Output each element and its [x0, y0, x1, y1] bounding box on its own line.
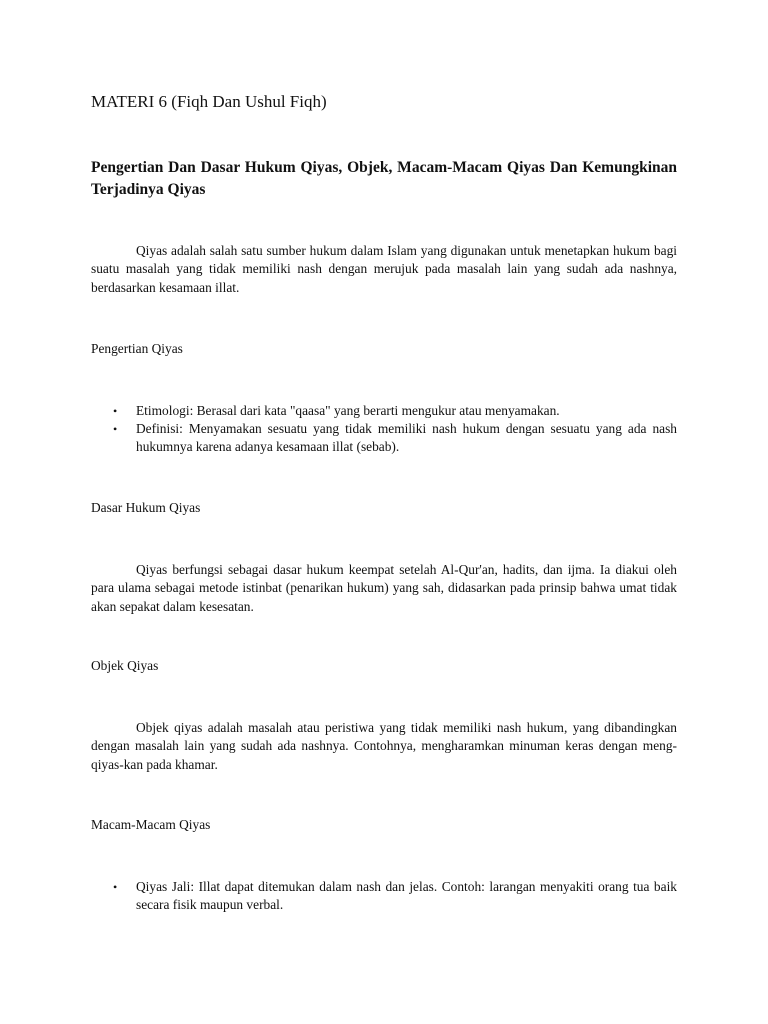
bullet-icon: • — [113, 422, 118, 437]
section-title-pengertian: Pengertian Qiyas — [91, 341, 183, 356]
list-item-text: Definisi: Menyamakan sesuatu yang tidak memiliki nash hukum dengan sesuatu yang ada nash hukumnya karena adanya kesamaan illat (sebab). — [136, 421, 677, 455]
intro-paragraph: Qiyas adalah salah satu sumber hukum dalam Islam yang digunakan untuk menetapkan hukum bagi suatu masalah yang tidak memiliki nash dengan merujuk pada masalah lain yang sudah ada nashnya, berdasarkan kesamaan illat. — [91, 243, 677, 295]
bullet-icon: • — [113, 880, 118, 894]
macam-bullet-list — [91, 878, 677, 914]
dasar-paragraph: Qiyas berfungsi sebagai dasar hukum keempat setelah Al-Qur'an, hadits, dan ijma. Ia diakui oleh para ulama sebagai metode istinbat (penarikan hukum) yang sah, didasarkan pada prinsip bahwa umat tidak akan sepakat dalam kesesatan. — [91, 562, 677, 614]
list-item-text: Etimologi: Berasal dari kata "qaasa" yang berarti mengukur atau menyamakan. — [136, 403, 560, 418]
document-title: MATERI 6 (Fiqh Dan Ushul Fiqh) — [91, 92, 327, 111]
document-heading: Pengertian Dan Dasar Hukum Qiyas, Objek, Macam-Macam Qiyas Dan Kemungkinan Terjadinya Qiyas — [91, 159, 677, 198]
section-title-objek: Objek Qiyas — [91, 658, 159, 673]
list-item — [91, 878, 677, 914]
list-item — [91, 420, 677, 456]
section-title-dasar: Dasar Hukum Qiyas — [91, 500, 201, 515]
bullet-icon: • — [113, 404, 118, 418]
pengertian-bullet-list — [91, 402, 677, 457]
objek-paragraph: Objek qiyas adalah masalah atau peristiwa yang tidak memiliki nash hukum, yang dibandingkan dengan masalah lain yang sudah ada nashnya. Contohnya, mengharamkan minuman keras dengan meng-qiyas-kan pada khamar. — [91, 720, 677, 772]
list-item-text: Qiyas Jali: Illat dapat ditemukan dalam nash dan jelas. Contoh: larangan menyakiti orang tua baik secara fisik maupun verbal. — [136, 879, 677, 913]
list-item — [91, 402, 677, 420]
section-title-macam: Macam-Macam Qiyas — [91, 817, 211, 832]
